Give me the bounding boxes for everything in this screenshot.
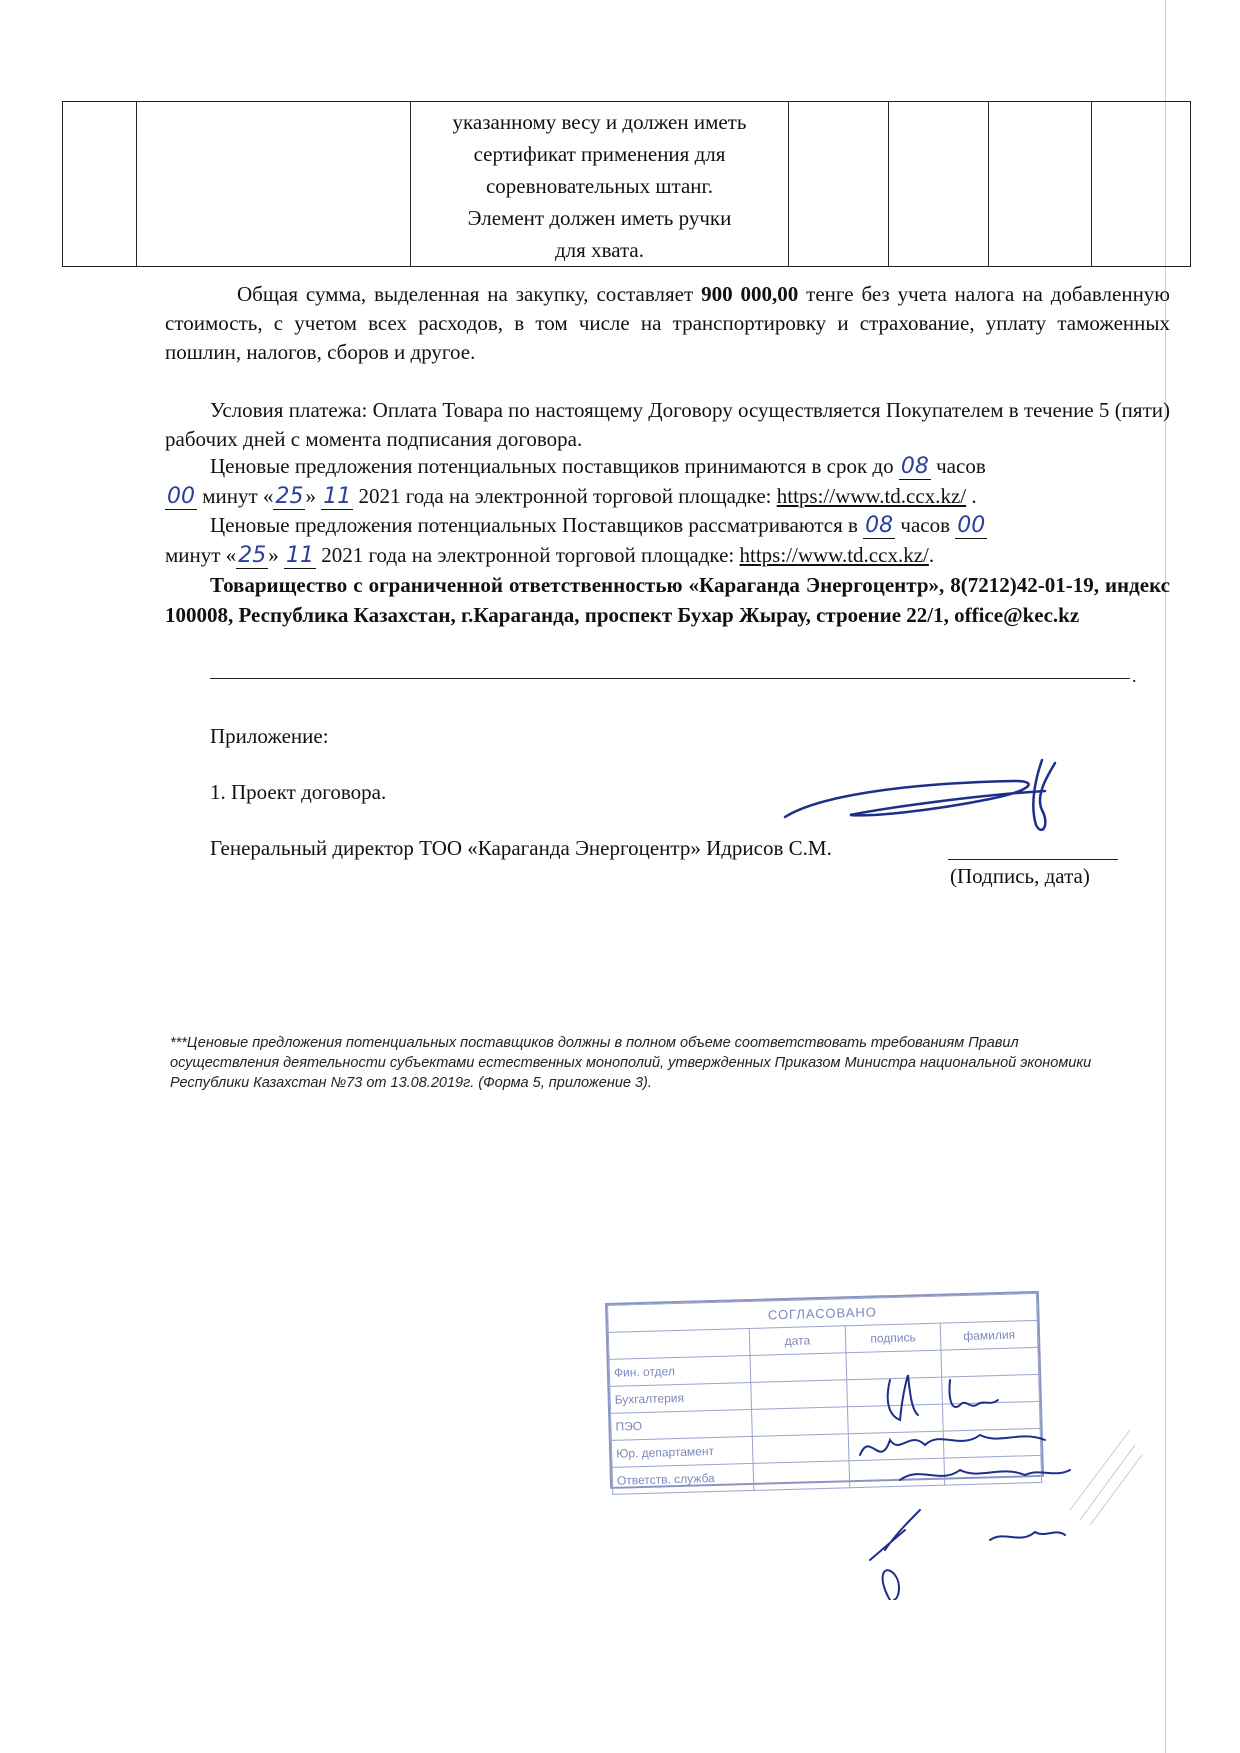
offers-accept-tail: 2021 года на электронной торговой площадке: (353, 484, 777, 508)
handwritten-month: 11 (323, 484, 352, 509)
description-line: соревновательных штанг. (485, 174, 714, 198)
trading-platform-link[interactable]: https://www.td.ccx.kz/ (739, 543, 929, 567)
table-cell-description (411, 102, 789, 267)
table-cell-unit (789, 102, 889, 267)
total-amount: 900 000,00 (701, 282, 799, 306)
company-details: Товарищество с ограниченной ответственностью «Караганда Энергоцентр», 8(7212)42-01-19, индекс 100008, Республика Казахстан, г.Караганда, проспект Бухар Жырау, строение 22/1, office@kec.kz (165, 573, 1170, 627)
table-cell-number (63, 102, 137, 267)
stamp-header-empty (608, 1328, 750, 1359)
offers-review-text: Ценовые предложения потенциальных Поставщиков рассматриваются в (210, 513, 858, 537)
stamp-row-label: Бухгалтерия (610, 1382, 752, 1413)
stamp-col-surname: фамилия (940, 1320, 1037, 1350)
offers-accept-text: Ценовые предложения потенциальных поставщиков принимаются в срок до (210, 454, 894, 478)
appendix-item: 1. Проект договора. (210, 780, 387, 804)
total-text-before: Общая сумма, выделенная на закупку, составляет (237, 282, 702, 306)
handwritten-day: 25 (275, 484, 304, 509)
handwritten-hour: 08 (865, 513, 894, 538)
trading-platform-link[interactable]: https://www.td.ccx.kz/ (776, 484, 967, 508)
appendix-heading: Приложение: (210, 724, 329, 748)
stamp-row-label: ПЭО (611, 1409, 753, 1440)
table-cell-sum (1092, 102, 1191, 267)
handwritten-minute: 00 (167, 484, 195, 509)
blank-rule-line (210, 678, 1130, 679)
stamp-row-label: Юр. департамент (611, 1436, 753, 1467)
quote-close: » (305, 484, 322, 508)
payment-terms-paragraph: Условия платежа: Оплата Товара по настоящему Договору осуществляется Покупателем в течение 5 (пяти) рабочих дней с момента подписания договора. (165, 398, 1170, 451)
stamp-row-label: Ответств. служба (612, 1463, 754, 1494)
hours-word: часов (895, 513, 956, 537)
table-cell-name (137, 102, 411, 267)
minutes-word: минут « (165, 543, 237, 567)
signature-caption: (Подпись, дата) (950, 864, 1090, 888)
signatory-line: Генеральный директор ТОО «Караганда Энергоцентр» Идрисов С.М. (210, 836, 832, 860)
handwritten-month: 11 (285, 543, 314, 568)
table-row (63, 102, 1191, 267)
stamp-title: СОГЛАСОВАНО (608, 1293, 1038, 1332)
stamp-row-label: Фин. отдел (609, 1355, 751, 1386)
hours-word: часов (930, 454, 986, 478)
stamp-col-signature: подпись (845, 1323, 941, 1353)
total-text-after: тенге без учета налога на добавленную стоимость, с учетом всех расходов, в том числе на транспортировку и страхование, уплату таможенных пошлин, налогов, сборов и другое. (165, 282, 1170, 364)
stamp-signatures (830, 1360, 1150, 1600)
spec-table-fragment (62, 101, 1191, 267)
table-cell-qty (889, 102, 989, 267)
offers-accept-line-1 (165, 452, 1170, 481)
signature-blank (948, 859, 1118, 860)
description-line: Элемент должен иметь ручки (467, 206, 732, 230)
total-sum-paragraph (165, 280, 1170, 367)
director-signature (780, 755, 1100, 845)
handwritten-day: 25 (238, 543, 267, 568)
line-end: . (928, 543, 935, 567)
description-line: сертификат применения для (473, 142, 726, 166)
description-line: указанному весу и должен иметь (452, 110, 747, 134)
offers-review-line-1 (165, 511, 1170, 540)
handwritten-hour: 08 (900, 454, 929, 479)
stamp-col-date: дата (749, 1326, 845, 1356)
offers-review-line-2 (165, 541, 1170, 570)
quote-close: » (268, 543, 284, 567)
table-cell-price (989, 102, 1092, 267)
line-end: . (966, 484, 977, 508)
description-line: для хвата. (555, 238, 644, 262)
offers-review-tail: 2021 года на электронной торговой площадке: (315, 543, 740, 567)
footnote: ***Ценовые предложения потенциальных поставщиков должны в полном объеме соответствовать требованиям Правил осуществления деятельности субъектами естественных монополий, утвержденных Приказом Министра национальной экономики Республики Казахстан №73 от 13.08.2019г. (Форма 5, приложение 3). (170, 1035, 1092, 1091)
rule-end-dot: . (1132, 666, 1137, 686)
handwritten-minute: 00 (957, 513, 986, 538)
offers-accept-line-2 (165, 482, 1170, 511)
minutes-word: минут « (197, 484, 274, 508)
